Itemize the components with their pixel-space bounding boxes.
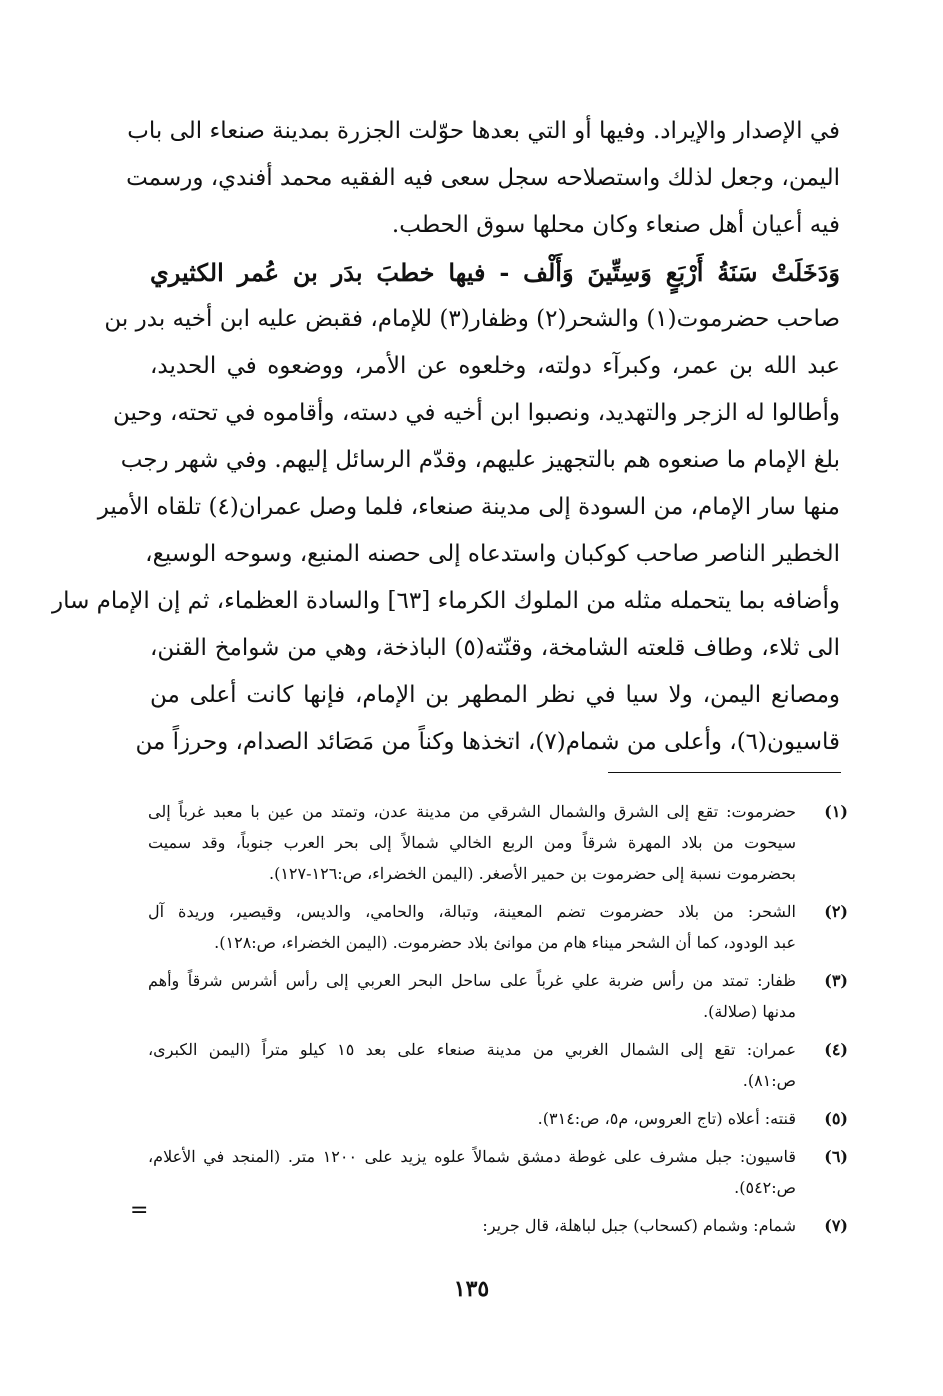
footnote-line: سيحوت من بلاد المهرة شرقاً ومن الربع الخالي شمالاً إلى بحر العرب جنوباً، وقد سميت [148,833,796,852]
footnote [148,1210,848,1241]
text-line: صاحب حضرموت(١) والشحر(٢) وظفار(٣) للإمام، فقبض عليه ابن أخيه بدر بن [104,306,840,332]
text-line: عبد الله بن عمر، وكبرآء دولته، وخلعوه عن الأمر، ووضعوه في الحديد، [150,353,840,379]
footnote [148,896,848,958]
footnotes [148,796,848,1248]
text-line: وأطالوا له الزجر والتهديد، ونصبوا ابن أخيه في دسته، وأقاموه في تحته، وحين [112,400,840,426]
footnote-number: (٤) [824,1040,848,1059]
footnote-number: (٢) [824,902,848,921]
footnote [148,1034,848,1096]
footnote-line: بحضرموت نسبة إلى حضرموت بن حمير الأصغر. (اليمن الخضراء، ص:١٢٦-١٢٧). [269,864,796,883]
footnote [148,1103,848,1134]
text-line: منها سار الإمام، من السودة إلى مدينة صنعاء، فلما وصل عمران(٤) تلقاه الأمير [97,494,840,520]
text-line: الخطير الناصر صاحب كوكبان واستدعاه إلى حصنه المنيع، وسوحه الوسيع، [145,541,840,567]
footnote-line: الشحر: من بلاد حضرموت تضم المعينة، وتبالة، والحامي، والديس، وقيصير، وريدة آل [148,902,796,921]
footnote-line: قنته: أعلاه (تاج العروس، م٥، ص:٣١٤). [537,1109,796,1128]
text-line: اليمن، وجعل لذلك واستصلاحه سجل سعى فيه الفقيه محمد أفندي، ورسمت [126,165,840,191]
footnote-line: ص:٥٤٢). [734,1178,796,1197]
text-line: فيه أعيان أهل صنعاء وكان محلها سوق الحطب. [391,212,840,238]
main-text [51,108,840,766]
footnote [148,965,848,1027]
footnote [148,796,848,889]
footnote-line: ص:٨١). [742,1071,796,1090]
text-line: في الإصدار والإيراد. وفيها أو التي بعدها حوّلت الجزرة بمدينة صنعاء الى باب [127,118,840,144]
text-line: قاسيون(٦)، وأعلى من شمام(٧)، اتخذها وكناً من مَصَائد الصدام، وحرزاً من [135,729,840,755]
footnote-line: حضرموت: تقع إلى الشرق والشمال الشرقي من مدينة عدن، وتمتد من عين با معبد غرباً إلى [148,802,797,821]
footnote-line: قاسيون: جبل مشرف على غوطة دمشق شمالاً علوه يزيد على ١٢٠٠ متر. (المنجد في الأعلام، [148,1147,796,1166]
page-number: ١٣٥ [453,1276,490,1302]
text-line: وأضافه بما يتحمله مثله من الملوك الكرماء [٦٣] والسادة العظماء، ثم إن الإمام سار [51,588,840,614]
footnote-line: عبد الودود، كما أن الشحر ميناء هام من موانئ بلاد حضرموت. (اليمن الخضراء، ص:١٢٨). [214,933,796,952]
footnote [148,1141,848,1203]
footnote-line: ظفار: تمتد من رأس ضربة علي غرباً على ساحل البحر العربي إلى رأس أشرس شرقاً وأهم [148,971,796,990]
footnote-line: شمام: وشمام (كسحاب) جبل لباهلة، قال جرير: [482,1216,796,1235]
text-line: الى ثلاء، وطاف قلعته الشامخة، وقنّته(٥) الباذخة، وهي من شوامخ القنن، [150,635,840,661]
footnote-line: عمران: تقع إلى الشمال الغربي من مدينة صنعاء على بعد ١٥ كيلو متراً (اليمن الكبرى، [148,1040,797,1059]
year-heading-line: وَدَخَلَتْ سَنَةُ أَرْبَعٍ وَسِتِّينَ وَأَلْف - فيها خطبَ بدَر بن عُمر الكثيري [150,258,840,287]
text-line: ومصانع اليمن، ولا سيا في نظر المطهر بن الإمام، فإنها كانت أعلى من [150,682,840,708]
footnote-number: (٧) [824,1216,848,1235]
footnote-number: (٦) [824,1147,848,1166]
footnote-number: (٣) [824,971,848,990]
margin-continuation-mark: = [130,1198,149,1223]
text-line: بلغ الإمام ما صنعوه هم بالتجهيز عليهم، وقدّم الرسائل إليهم. وفي شهر رجب [120,447,840,473]
footnote-number: (٥) [824,1109,848,1128]
footnote-number: (١) [824,802,848,821]
footnote-line: مدنها (صلالة). [703,1002,796,1021]
footnote-divider [608,772,841,773]
